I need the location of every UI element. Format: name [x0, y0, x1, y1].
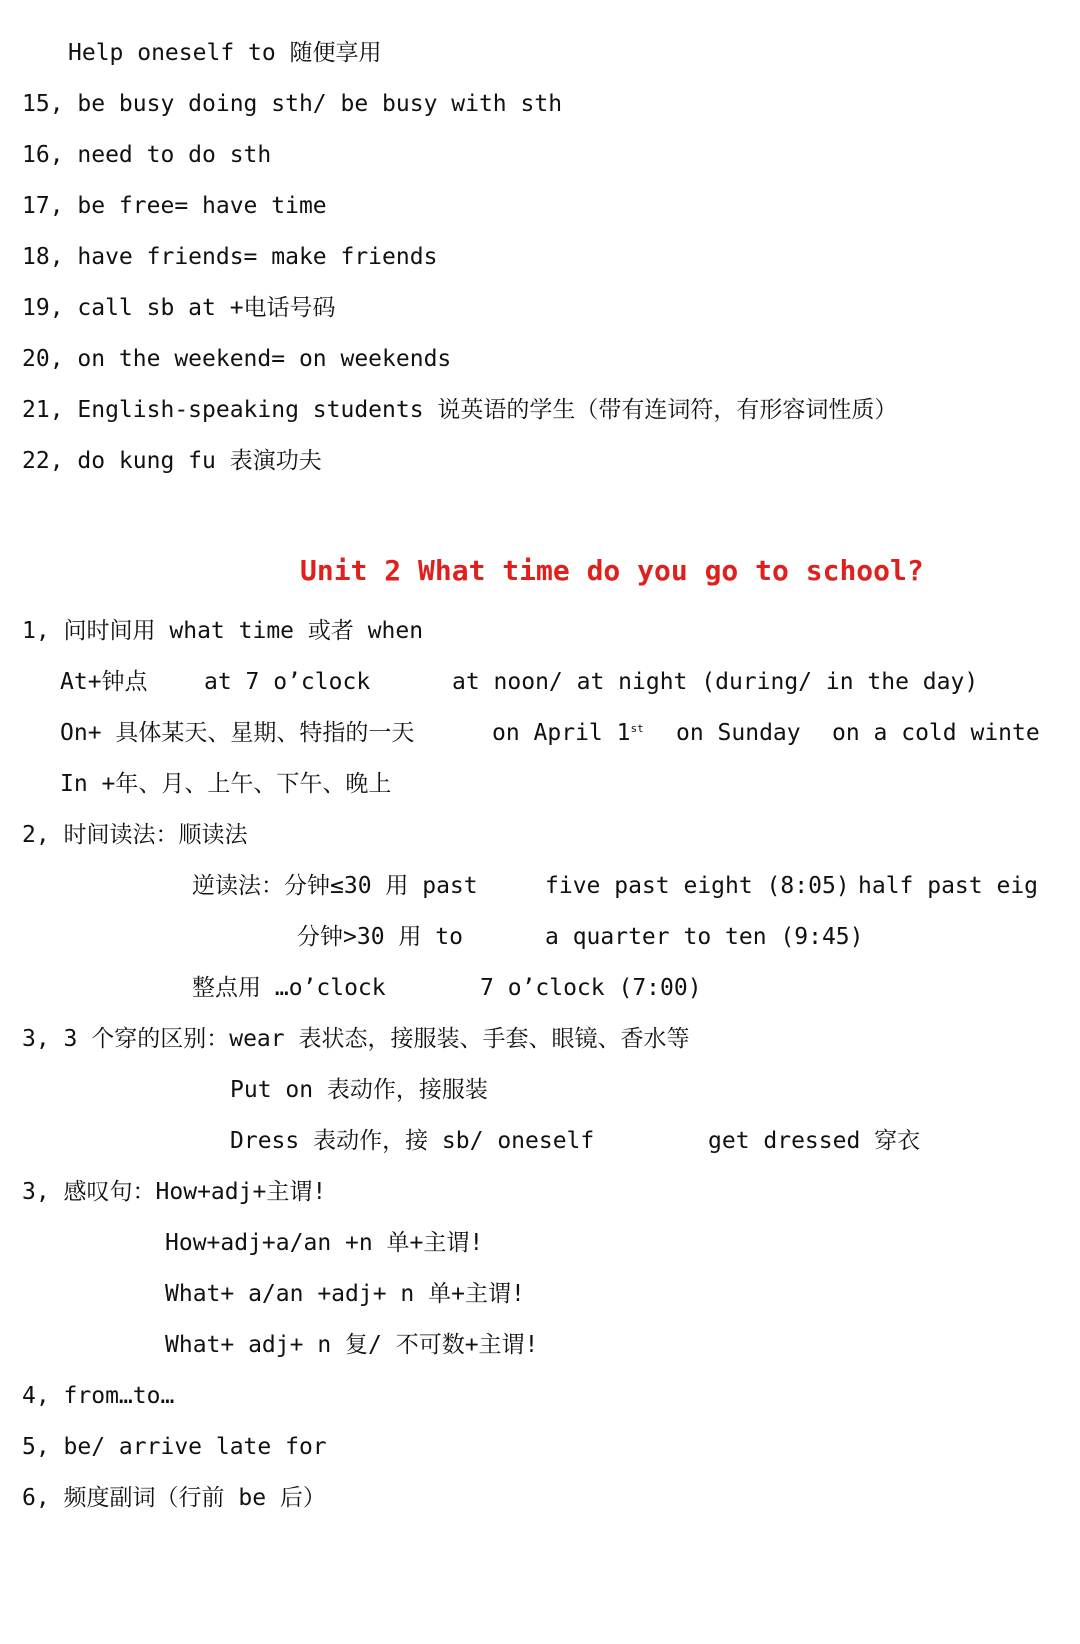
- phrase-line: 18, have friends= make friends: [22, 244, 438, 270]
- phrase-line: 21, English-speaking students 说英语的学生（带有连词符，有形容词性质）: [22, 397, 898, 423]
- phrase-line: Help oneself to 随便享用: [68, 40, 382, 66]
- at-example: at 7 o’clock: [204, 669, 371, 695]
- on-row: [0, 717, 1080, 749]
- on-example-3: on a cold winte: [832, 720, 1040, 746]
- dress-row: [0, 1125, 1080, 1157]
- phrase-line: 15, be busy doing sth/ be busy with sth: [22, 91, 563, 117]
- oclock-row: [0, 972, 1080, 1004]
- note-heading-3: 3, 3 个穿的区别：wear 表状态，接服装、手套、眼镜、香水等: [22, 1026, 690, 1052]
- get-dressed: get dressed 穿衣: [708, 1128, 921, 1154]
- to-row: [0, 921, 1080, 953]
- exclamation-line: How+adj+a/an +n 单+主谓!: [165, 1230, 484, 1256]
- reverse-example-2: half past eig: [858, 873, 1039, 899]
- dress-label: Dress 表动作，接 sb/ oneself: [230, 1128, 595, 1154]
- exclamation-line: What+ a/an +adj+ n 单+主谓!: [165, 1281, 525, 1307]
- to-example: a quarter to ten (9:45): [545, 924, 864, 950]
- phrase-line: 22, do kung fu 表演功夫: [22, 448, 322, 474]
- on-label: On+ 具体某天、星期、特指的一天: [60, 720, 415, 746]
- at-example-2: at noon/ at night (during/ in the day): [452, 669, 979, 695]
- note-heading-2: 2, 时间读法：顺读法: [22, 822, 248, 848]
- note-heading-3b: 3, 感叹句：How+adj+主谓!: [22, 1179, 327, 1205]
- phrase-line: 20, on the weekend= on weekends: [22, 346, 452, 372]
- to-label: 分钟>30 用 to: [297, 924, 463, 950]
- phrase-line: 17, be free= have time: [22, 193, 327, 219]
- note-heading-4: 4, from…to…: [22, 1383, 175, 1409]
- at-row: [0, 666, 1080, 698]
- on-example-2: on Sunday: [676, 720, 801, 746]
- reverse-row: [0, 870, 1080, 902]
- reverse-label: 逆读法：分钟≤30 用 past: [192, 873, 478, 899]
- note-heading-5: 5, be/ arrive late for: [22, 1434, 327, 1460]
- phrase-line: 16, need to do sth: [22, 142, 272, 168]
- unit-title: Unit 2 What time do you go to school?: [300, 554, 924, 587]
- phrase-line: 19, call sb at +电话号码: [22, 295, 336, 321]
- reverse-example: five past eight (8:05): [545, 873, 850, 899]
- put-on-row: Put on 表动作，接服装: [230, 1077, 488, 1103]
- on-example-text: on April 1: [492, 720, 631, 746]
- oclock-example: 7 o’clock (7:00): [480, 975, 702, 1001]
- in-row: In +年、月、上午、下午、晚上: [60, 771, 392, 797]
- at-label: At+钟点: [60, 669, 148, 695]
- note-heading-6: 6, 频度副词（行前 be 后）: [22, 1485, 326, 1511]
- exclamation-line: What+ adj+ n 复/ 不可数+主谓!: [165, 1332, 539, 1358]
- note-heading-1: 1, 问时间用 what time 或者 when: [22, 618, 424, 644]
- on-example: [492, 717, 644, 749]
- on-example-sup: st: [630, 722, 644, 735]
- oclock-label: 整点用 …o’clock: [192, 975, 386, 1001]
